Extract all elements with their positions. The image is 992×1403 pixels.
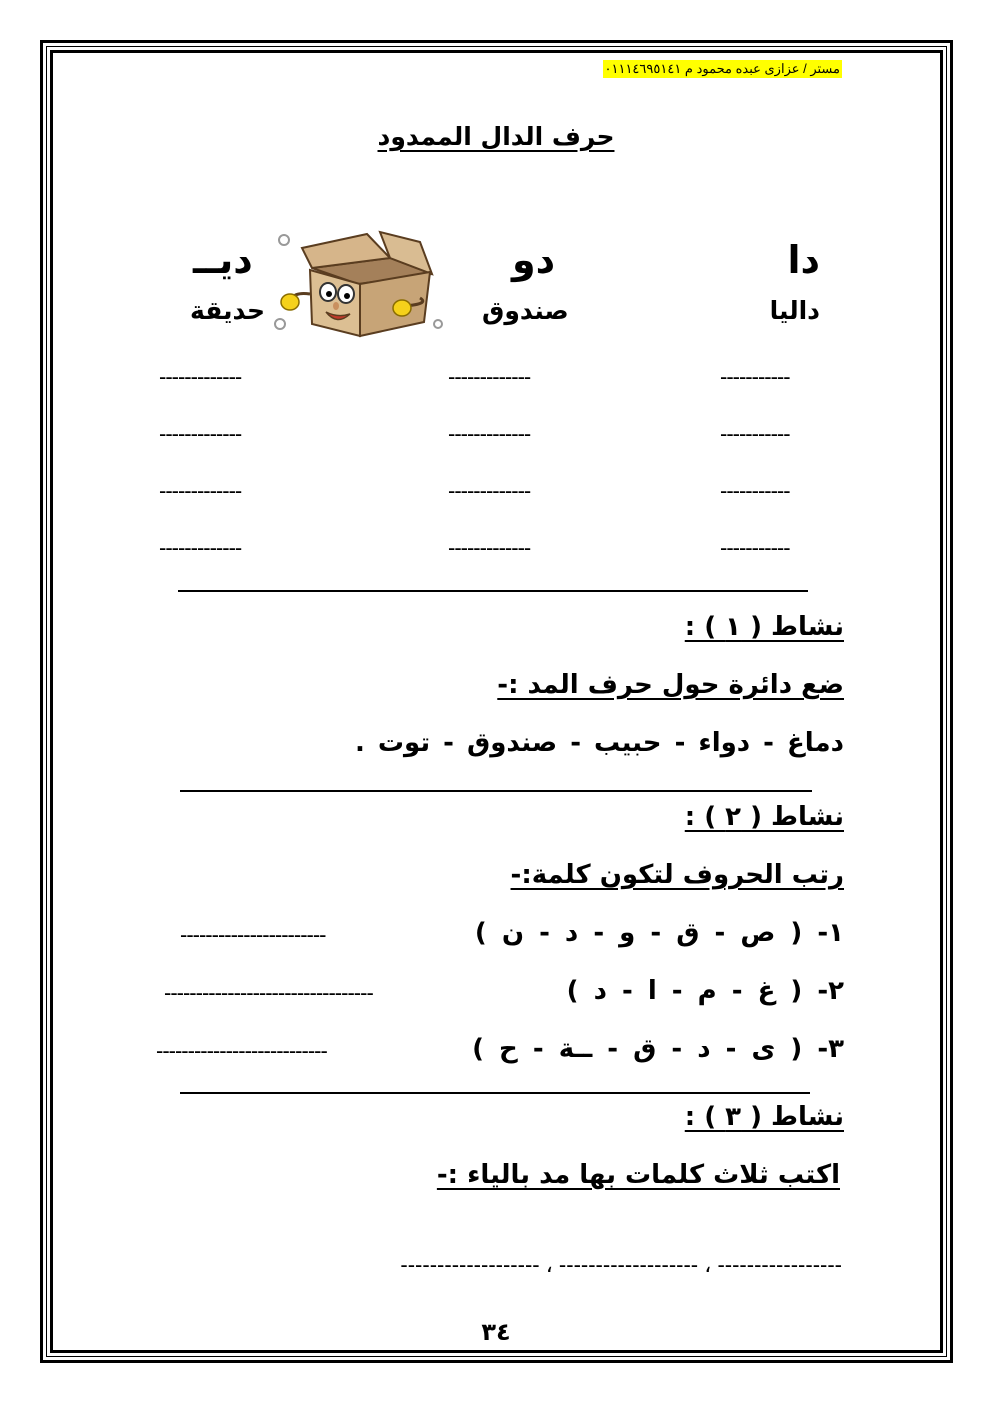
word-hadiqa: حديقة xyxy=(190,296,265,325)
practice-line-sandooq-4[interactable]: ------------- xyxy=(448,535,531,560)
activity2-item-1-letters: ١- ( ص - ق - و - د - ن ) xyxy=(474,918,844,948)
practice-line-dalia-3[interactable]: ----------- xyxy=(720,478,790,503)
syllable-di: ديــ xyxy=(193,238,253,282)
activity2-item-3-answer-line[interactable]: --------------------------- xyxy=(156,1038,327,1063)
activity1-instruction: ضع دائرة حول حرف المد :- xyxy=(497,670,844,700)
activity3-answer-lines[interactable]: ----------------- ، ------------------- ، ------------------- xyxy=(400,1252,842,1277)
activity2-item-2-letters: ٢- ( غ - م - ا - د ) xyxy=(566,976,844,1006)
activity2-item-1-answer-line[interactable]: ----------------------- xyxy=(180,922,326,947)
activity2-instruction: رتب الحروف لتكون كلمة:- xyxy=(510,860,844,890)
practice-line-hadiqa-1[interactable]: ------------- xyxy=(159,364,242,389)
teacher-contact-note: مستر / عزازى عبده محمود م ٠١١١٤٦٩٥١٤١ xyxy=(604,61,840,76)
cartoon-box-illustration xyxy=(272,228,452,340)
activity1-word-list[interactable]: دماغ - دواء - حبيب - صندوق - توت . xyxy=(354,728,844,758)
practice-line-hadiqa-3[interactable]: ------------- xyxy=(159,478,242,503)
section-divider-1 xyxy=(178,590,808,592)
activity3-heading: نشاط ( ٣ ) : xyxy=(684,1102,844,1132)
syllable-da: دا xyxy=(787,238,820,282)
practice-line-dalia-4[interactable]: ----------- xyxy=(720,535,790,560)
practice-line-sandooq-2[interactable]: ------------- xyxy=(448,421,531,446)
activity3-instruction: اكتب ثلاث كلمات بها مد بالياء :- xyxy=(436,1160,840,1190)
practice-line-hadiqa-2[interactable]: ------------- xyxy=(159,421,242,446)
practice-line-dalia-1[interactable]: ----------- xyxy=(720,364,790,389)
practice-line-dalia-2[interactable]: ----------- xyxy=(720,421,790,446)
section-divider-3 xyxy=(180,1092,810,1094)
page-number: ٣٤ xyxy=(481,1318,511,1346)
page-title: حرف الدال الممدود xyxy=(377,122,615,151)
practice-line-sandooq-1[interactable]: ------------- xyxy=(448,364,531,389)
activity2-item-3-letters: ٣- ( ى - د - ق - ــة - ح ) xyxy=(472,1034,844,1064)
word-sandooq: صندوق xyxy=(482,296,569,325)
syllable-du: دو xyxy=(512,238,556,282)
activity2-heading: نشاط ( ٢ ) : xyxy=(684,802,844,832)
word-dalia: داليا xyxy=(769,296,820,325)
activity1-heading: نشاط ( ١ ) : xyxy=(684,612,844,642)
section-divider-2 xyxy=(180,790,812,792)
practice-line-hadiqa-4[interactable]: ------------- xyxy=(159,535,242,560)
activity2-item-2-answer-line[interactable]: --------------------------------- xyxy=(164,980,373,1005)
practice-line-sandooq-3[interactable]: ------------- xyxy=(448,478,531,503)
